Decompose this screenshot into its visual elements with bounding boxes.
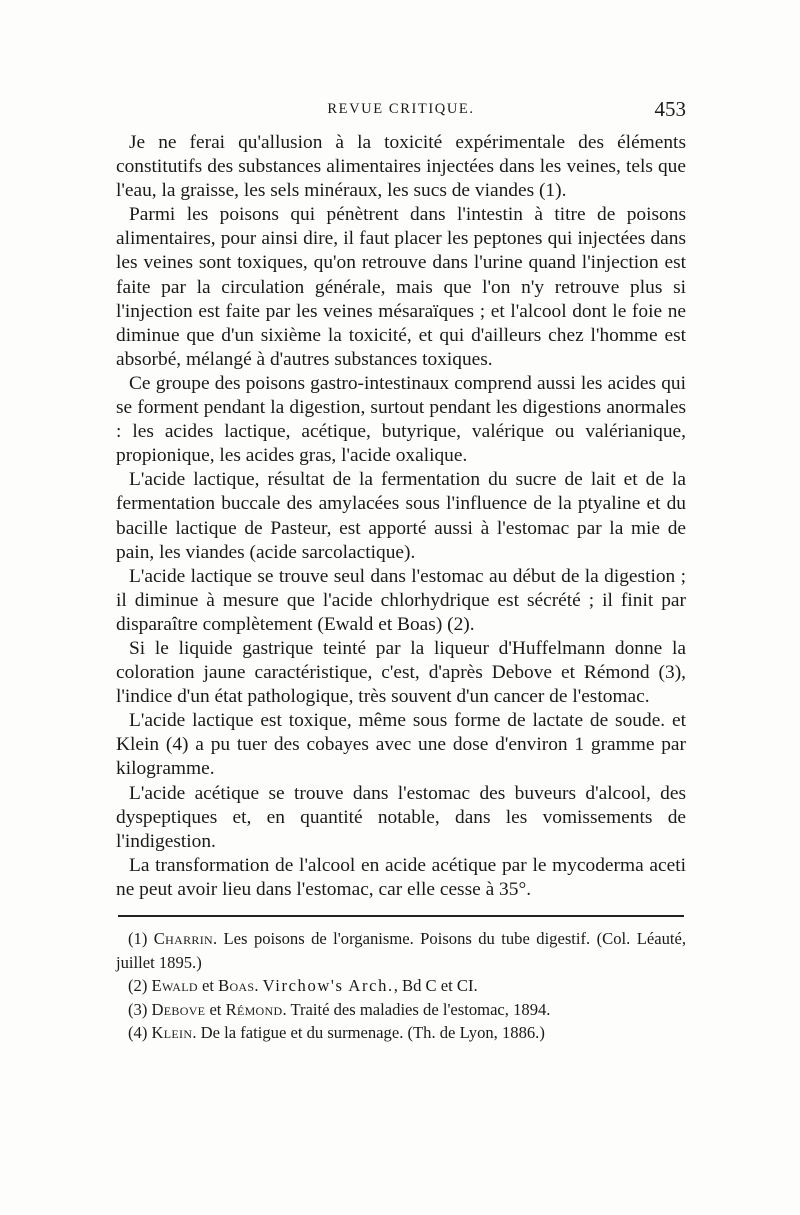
footnote [116, 927, 686, 974]
paragraph: La transformation de l'alcool en acide acétique par le mycoderma aceti ne peut avoir lieu dans l'estomac, car elle cesse à 35°. [116, 854, 686, 900]
footnote-author: Ewald [151, 976, 198, 995]
footnote-text: . Traité des maladies de l'estomac, 1894. [282, 999, 551, 1019]
footnote-text: . Les poisons de l'organisme. Poisons du tube digestif. (Col. Léauté, juillet 1895.) [116, 929, 686, 972]
paragraph: Ce groupe des poisons gastro-intestinaux comprend aussi les acides qui se forment pendant la digestion, surtout pendant les digestions anormales : les acides lactique, acétique, butyrique, valérique ou valérianique, propionique, les acides gras, l'acide oxalique. [116, 372, 686, 467]
body-text [116, 131, 686, 902]
footnote-author: Boas [218, 976, 255, 995]
footnote-author: Klein [151, 1023, 193, 1042]
footnote-author: Charrin [153, 929, 213, 948]
footnote-connector: et [205, 999, 226, 1019]
paragraph: L'acide lactique, résultat de la fermentation du sucre de lait et de la fermentation buccale des amylacées sous l'influence de la ptyaline et du bacille lactique de Pasteur, est apporté aussi à l'estomac par la mie de pain, les viandes (acide sarcolactique). [116, 469, 686, 563]
footnote-marker: (4) [128, 1023, 148, 1042]
footnote-journal: Virchow's Arch. [262, 976, 394, 995]
footnote [116, 998, 686, 1022]
footnote-text: , Bd C et CI. [393, 976, 478, 995]
footnote-connector: et [197, 976, 219, 995]
footnote-author: Debove [151, 999, 206, 1019]
paragraph: L'acide acétique se trouve dans l'estomac des buveurs d'alcool, des dyspeptiques et, en quantité notable, dans les vomissements de l'indigestion. [116, 782, 686, 852]
paragraph: Si le liquide gastrique teinté par la liqueur d'Huffelmann donne la coloration jaune caractéristique, c'est, d'après Debove et Rémond (3), l'indice d'un état pathologique, très souvent d'un cancer de l'estomac. [116, 637, 686, 708]
footnote-marker: (1) [128, 929, 148, 948]
footnote-divider [118, 915, 684, 917]
footnote [116, 1021, 686, 1045]
page-number: 453 [654, 97, 686, 121]
running-title: REVUE CRITIQUE. [327, 101, 475, 117]
footnote: (2) Ewald et Boas. Virchow's Arch., Bd C et CI. [128, 976, 478, 995]
paragraph: Je ne ferai qu'allusion à la toxicité expérimentale des éléments constitutifs des substances alimentaires injectées dans les veines, tels que l'eau, la graisse, les sels minéraux, les sucs de viandes (1). [116, 132, 686, 202]
footnote-text: . De la fatigue et du surmenage. (Th. de Lyon, 1886.) [192, 1023, 545, 1042]
paragraph: L'acide lactique se trouve seul dans l'estomac au début de la digestion ; il diminue à mesure que l'acide chlorhydrique est sécrété ; il finit par disparaître complètement (Ewald et Boas) (2). [116, 565, 686, 635]
page-header [116, 95, 686, 131]
footnote-author: Rémond [225, 999, 283, 1019]
footnote-marker: (2) [128, 976, 148, 995]
footnotes [116, 927, 686, 1045]
paragraph: L'acide lactique est toxique, même sous forme de lactate de soude. et Klein (4) a pu tuer des cobayes avec une dose d'environ 1 gramme par kilogramme. [116, 710, 686, 780]
page [116, 95, 686, 1045]
footnote-marker: (3) [128, 999, 148, 1019]
paragraph: Parmi les poisons qui pénètrent dans l'intestin à titre de poisons alimentaires, pour ainsi dire, il faut placer les peptones qui injectées dans les veines sont toxiques, qu'on retrouve dans l'urine quand l'injection est faite par la circulation générale, mais que l'on n'y retrouve plus si l'injection est faite par les veines mésaraïques ; et l'alcool dont le foie ne diminue que d'un sixième la toxicité, et qui d'ailleurs chez l'homme est absorbé, mélangé à d'autres substances toxiques. [116, 204, 686, 370]
